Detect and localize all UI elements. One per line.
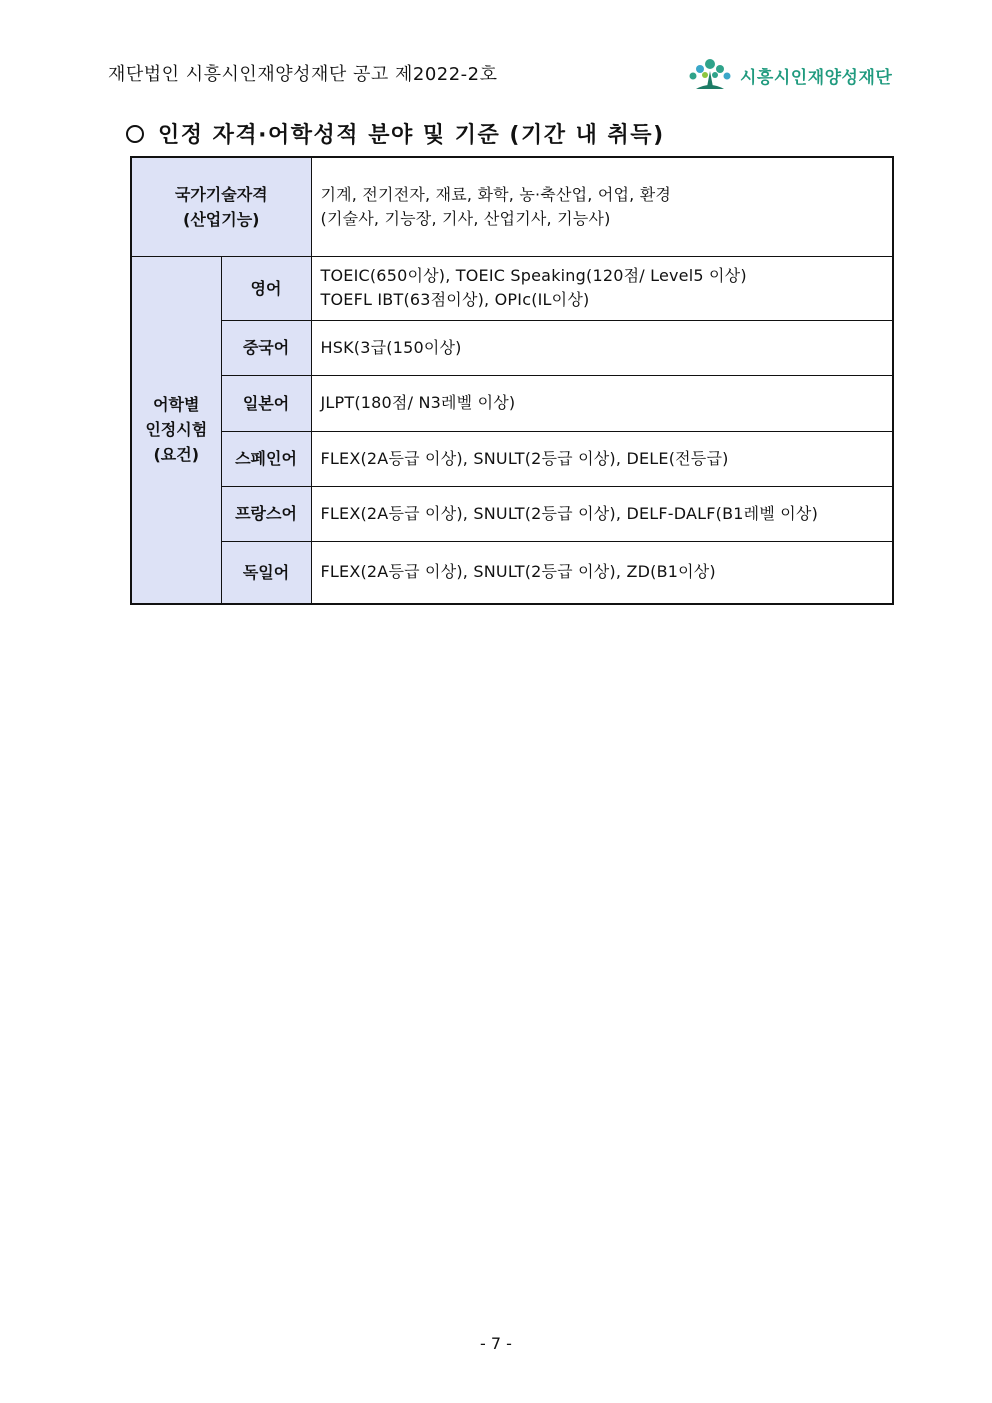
certification-table [130,156,894,605]
language-value: FLEX(2A등급 이상), SNULT(2등급 이상), ZD(B1이상) [311,541,893,604]
language-group-label [131,256,221,604]
value-line: TOEIC(650이상), TOEIC Speaking(120점/ Level5 이상) [320,266,747,285]
label-line: 어학별 [153,395,200,415]
national-tech-value [311,157,893,256]
value-line: TOEFL IBT(63점이상), OPIc(IL이상) [320,290,590,309]
value-line: 기계, 전기전자, 재료, 화학, 농·축산업, 어업, 환경 [320,184,672,204]
label-line: (산업기능) [183,209,260,229]
table-row [131,256,893,320]
notice-header: 재단법인 시흥시인재양성재단 공고 제2022-2호 [108,64,498,85]
table-row [131,320,893,375]
table-row [131,157,893,256]
label-line: 인정시험 [145,420,208,440]
language-name: 스페인어 [221,431,311,486]
language-value [311,256,893,320]
language-value: FLEX(2A등급 이상), SNULT(2등급 이상), DELE(전등급) [311,431,893,486]
foundation-logo [686,56,896,94]
section-title-text: 인정 자격·어학성적 분야 및 기준 (기간 내 취득) [158,123,665,148]
language-value: JLPT(180점/ N3레벨 이상) [311,375,893,431]
language-name: 영어 [221,256,311,320]
label-line: (요건) [153,445,200,465]
table-row [131,375,893,431]
logo-text: 시흥시인재양성재단 [740,67,893,88]
label-line: 국가기술자격 [174,184,268,204]
table-row [131,431,893,486]
value-line: (기술사, 기능장, 기사, 산업기사, 기능사) [320,208,611,228]
page-number: - 7 - [480,1334,512,1353]
language-name: 중국어 [221,320,311,375]
table-row [131,541,893,604]
language-name: 일본어 [221,375,311,431]
language-value: FLEX(2A등급 이상), SNULT(2등급 이상), DELF-DALF(B1레벨 이상) [311,486,893,541]
national-tech-label [131,157,311,256]
table-row [131,486,893,541]
circle-bullet-icon [126,125,144,143]
language-value: HSK(3급(150이상) [311,320,893,375]
language-name: 독일어 [221,541,311,604]
tree-logo-icon [686,57,736,93]
section-title [126,118,665,149]
language-name: 프랑스어 [221,486,311,541]
